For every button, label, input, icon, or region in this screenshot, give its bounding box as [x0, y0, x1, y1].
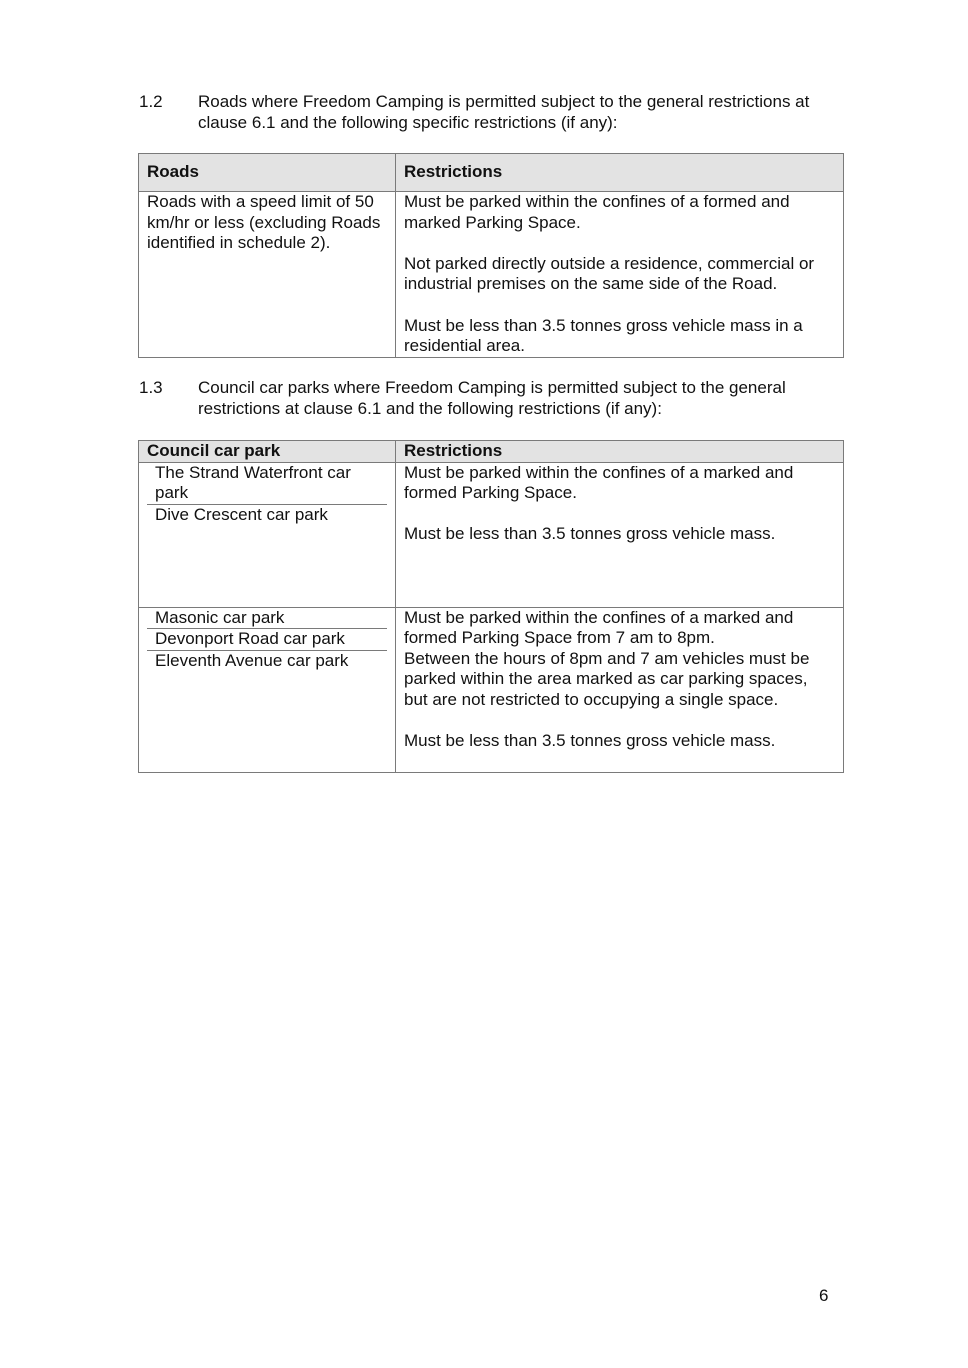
carpark-name: Devonport Road car park [147, 629, 387, 651]
roads-table-header-restrictions: Restrictions [396, 154, 844, 192]
roads-table-road-cell: Roads with a speed limit of 50 km/hr or less (excluding Roads identified in schedule 2). [139, 192, 396, 358]
carpark-table-header-carpark: Council car park [139, 441, 396, 463]
restriction-text: Must be less than 3.5 tonnes gross vehicle mass in a residential area. [404, 315, 803, 356]
carpark-name: Dive Crescent car park [155, 504, 328, 524]
carpark-name: Masonic car park [147, 608, 387, 630]
restriction-text: Must be parked within the confines of a marked and formed Parking Space from 7 am to 8pm. [404, 607, 794, 648]
carpark-group-1-names [139, 462, 396, 607]
page-number: 6 [819, 1286, 829, 1305]
restriction-text: Must be less than 3.5 tonnes gross vehicle mass. [404, 524, 776, 544]
restriction-text: Must be parked within the confines of a formed and marked Parking Space. [404, 192, 790, 232]
restriction-text: Not parked directly outside a residence, commercial or industrial premises on the same side of the Road. [404, 253, 815, 294]
carpark-name: Eleventh Avenue car park [155, 650, 349, 670]
roads-table-restrictions-cell [396, 192, 844, 358]
restriction-text: Must be parked within the confines of a marked and formed Parking Space. [404, 462, 794, 503]
clause-text: Roads where Freedom Camping is permitted subject to the general restrictions at clause 6.1 and the following specific restrictions (if any): [198, 92, 810, 132]
carpark-table-header-restrictions: Restrictions [396, 441, 844, 463]
clause-text: Council car parks where Freedom Camping is permitted subject to the general restrictions at clause 6.1 and the following restrictions (if any): [198, 378, 786, 418]
carpark-group-1-restrictions [396, 462, 844, 607]
carpark-group-2-restrictions [396, 607, 844, 772]
restriction-text: Must be less than 3.5 tonnes gross vehicle mass. [404, 731, 776, 751]
roads-table-header-roads: Roads [139, 154, 396, 192]
clause-number: 1.2 [139, 92, 163, 111]
carpark-table [138, 440, 844, 773]
restriction-text: Between the hours of 8pm and 7 am vehicles must be parked within the area marked as car parking spaces, but are not restricted to occupying a single space. [404, 648, 810, 709]
roads-table [138, 153, 844, 358]
carpark-name: The Strand Waterfront car park [147, 463, 387, 505]
clause-number: 1.3 [139, 378, 163, 397]
carpark-group-2-names [139, 607, 396, 772]
